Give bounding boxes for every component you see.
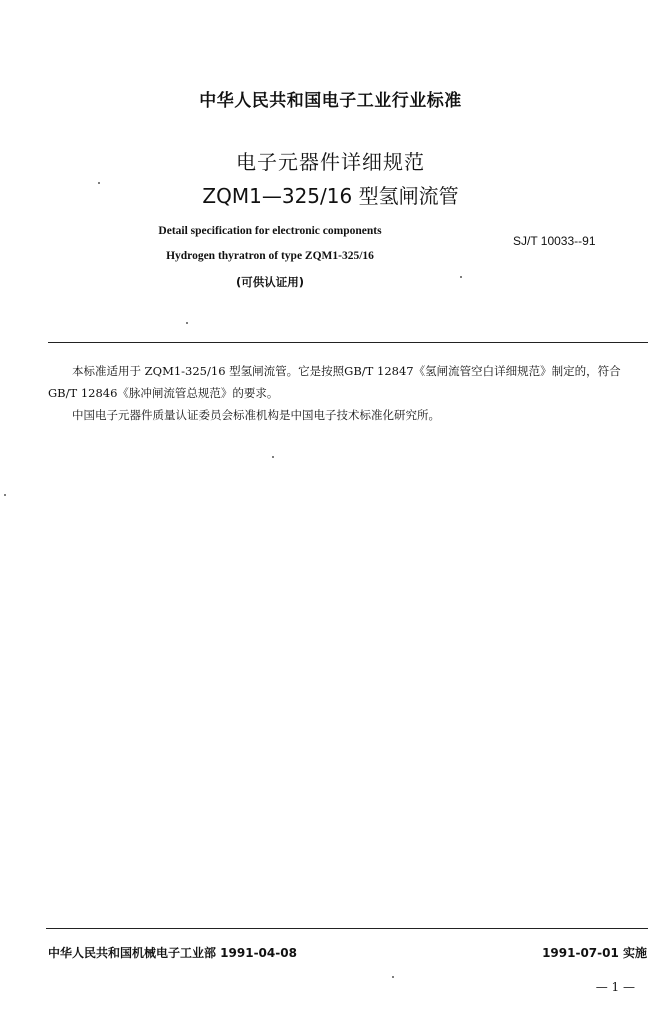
document-title-model: ZQM1—325/16 型氢闸流管 xyxy=(202,184,459,208)
certification-note: (可供认证用) xyxy=(235,275,304,289)
document-body xyxy=(48,360,650,426)
scan-speck xyxy=(4,494,6,496)
footer-divider xyxy=(46,928,648,929)
issue-date: 中华人民共和国机械电子工业部 1991-04-08 xyxy=(48,946,297,960)
document-subtitle-english: Hydrogen thyratron of type ZQM1-325/16 xyxy=(166,250,374,262)
document-title-chinese: 电子元器件详细规范 xyxy=(236,150,425,174)
issuing-body-header: 中华人民共和国电子工业行业标准 xyxy=(199,91,462,111)
header-divider xyxy=(48,342,648,343)
scope-paragraph: 本标准适用于 ZQM1-325/16 型氢闸流管。它是按照GB/T 12847《氢闸流管空白详细规范》制定的，符合 GB/T 12846《脉冲闸流管总规范》的要求。 xyxy=(48,364,621,400)
effective-date: 1991-07-01 实施 xyxy=(542,946,647,960)
scan-speck xyxy=(98,182,100,184)
scan-speck xyxy=(392,976,394,978)
standard-number: SJ/T 10033--91 xyxy=(513,234,596,248)
scan-speck xyxy=(186,322,188,324)
scan-speck xyxy=(460,276,462,278)
page-number: — 1 — xyxy=(595,980,635,994)
authority-paragraph: 中国电子元器件质量认证委员会标准机构是中国电子技术标准化研究所。 xyxy=(72,408,440,422)
scan-speck xyxy=(272,456,274,458)
document-title-english: Detail specification for electronic components xyxy=(158,225,382,237)
